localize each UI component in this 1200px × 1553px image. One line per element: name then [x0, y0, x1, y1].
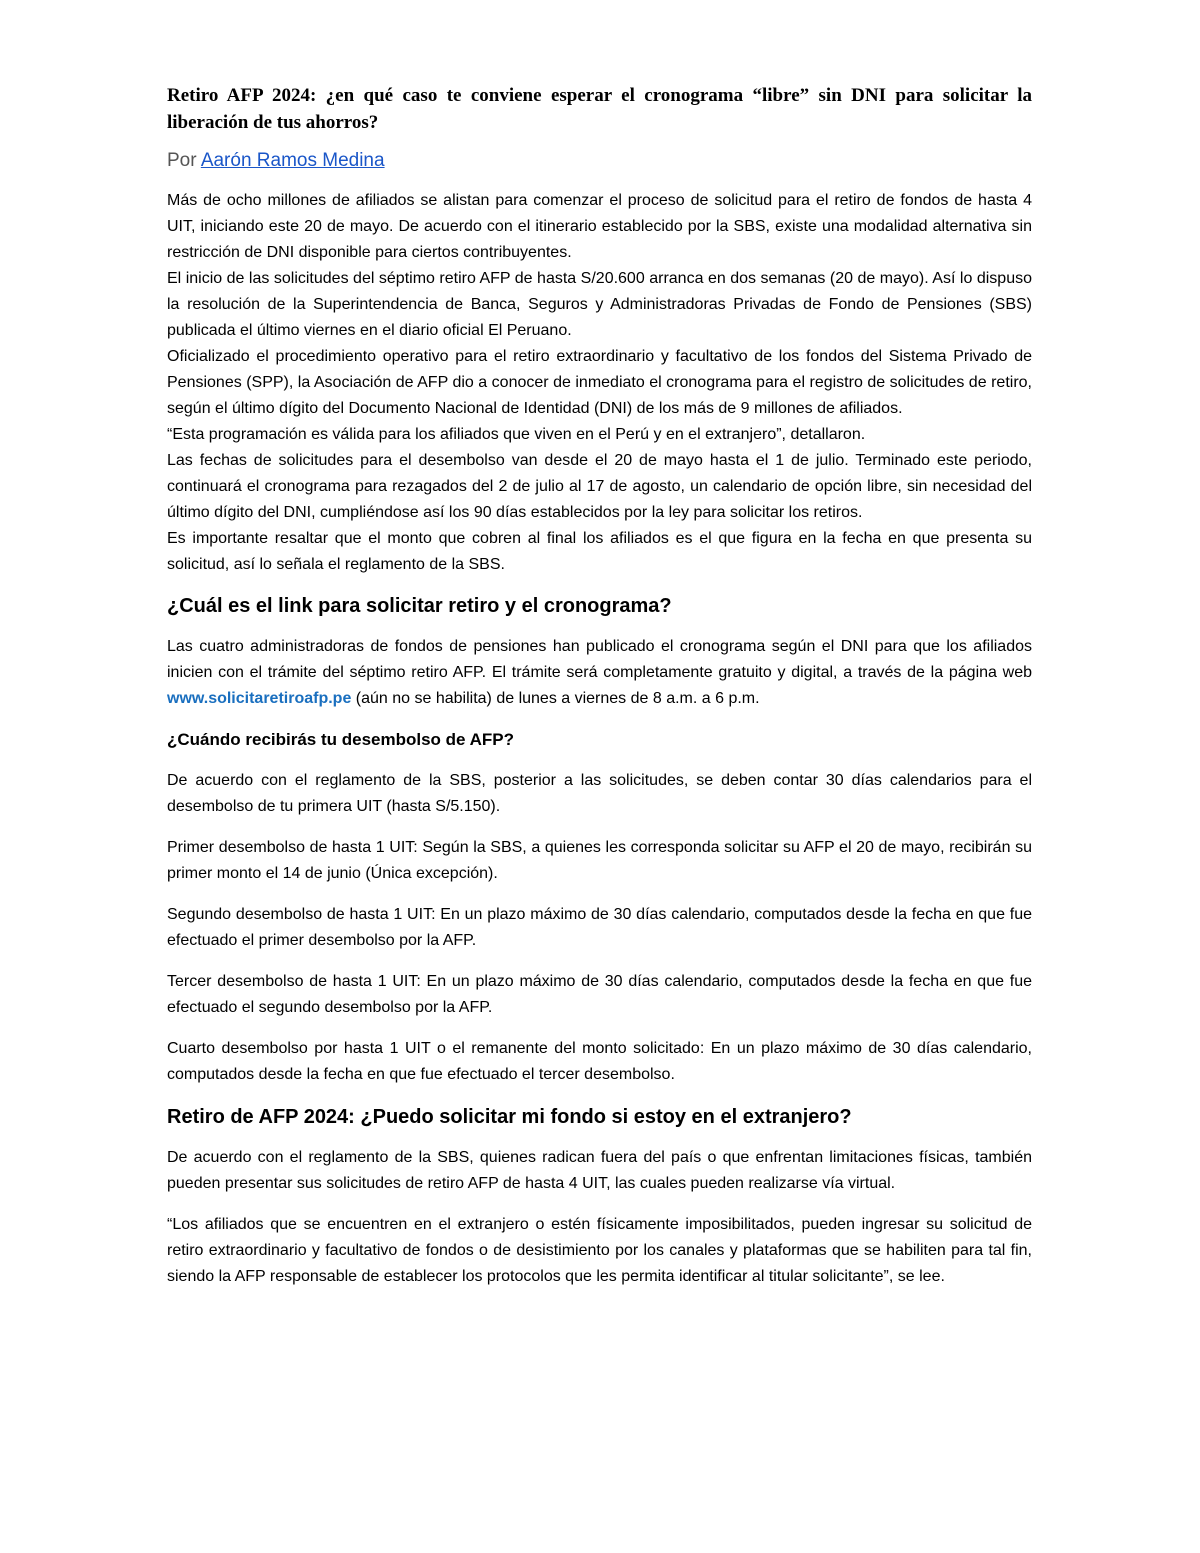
intro-paragraph: Más de ocho millones de afiliados se alistan para comenzar el proceso de solicitud para el retiro de fondos de hasta 4 UIT, iniciando este 20 de mayo. De acuerdo con el itinerario establecido por la SBS, existe una modalidad alternativa sin restricción de DNI disponible para ciertos contribuyentes.: [167, 192, 1032, 261]
desembolso-paragraph: Segundo desembolso de hasta 1 UIT: En un plazo máximo de 30 días calendario, computados desde la fecha en que fue efectuado el primer desembolso por la AFP.: [167, 906, 1032, 949]
desembolso-paragraph: Primer desembolso de hasta 1 UIT: Según la SBS, a quienes les corresponda solicitar su AFP el 20 de mayo, recibirán su primer monto el 14 de junio (Única excepción).: [167, 839, 1032, 882]
solicitaretiro-link[interactable]: www.solicitaretiroafp.pe: [167, 690, 352, 707]
intro-paragraph: El inicio de las solicitudes del séptimo retiro AFP de hasta S/20.600 arranca en dos semanas (20 de mayo). Así lo dispuso la resolución de la Superintendencia de Banca, Seguros y Administradoras Privadas de Fondo de Pensiones (SBS) publicada el último viernes en el diario oficial El Peruano.: [167, 270, 1032, 339]
author-link[interactable]: Aarón Ramos Medina: [200, 150, 385, 171]
article-title: Retiro AFP 2024: ¿en qué caso te conviene esperar el cronograma “libre” sin DNI para solicitar la liberación de tus ahorros?: [167, 85, 1032, 133]
byline: [167, 148, 1032, 174]
desembolso-paragraph: Cuarto desembolso por hasta 1 UIT o el remanente del monto solicitado: En un plazo máximo de 30 días calendario, computados desde la fecha en que fue efectuado el tercer desembolso.: [167, 1040, 1032, 1083]
byline-prefix: Por: [167, 150, 197, 171]
intro-paragraph: Es importante resaltar que el monto que cobren al final los afiliados es el que figura en la fecha en que presenta su solicitud, así lo señala el reglamento de la SBS.: [167, 530, 1032, 573]
desembolso-paragraph: De acuerdo con el reglamento de la SBS, posterior a las solicitudes, se deben contar 30 días calendarios para el desembolso de tu primera UIT (hasta S/5.150).: [167, 772, 1032, 815]
link-paragraph-text-end: (aún no se habilita) de lunes a viernes de 8 a.m. a 6 p.m.: [351, 690, 760, 707]
section-heading-extranjero: Retiro de AFP 2024: ¿Puedo solicitar mi fondo si estoy en el extranjero?: [167, 1106, 852, 1128]
article-body: [167, 82, 1032, 1305]
extranjero-paragraph: “Los afiliados que se encuentren en el extranjero o estén físicamente imposibilitados, pueden ingresar su solicitud de retiro extraordinario y facultativo de fondos o de desistimiento por los canales y plataformas que se habiliten para tal fin, siendo la AFP responsable de establecer los protocolos que les permita identificar al titular solicitante”, se lee.: [167, 1216, 1032, 1285]
link-paragraph: [167, 634, 1032, 712]
intro-paragraph: Oficializado el procedimiento operativo para el retiro extraordinario y facultativo de los fondos del Sistema Privado de Pensiones (SPP), la Asociación de AFP dio a conocer de inmediato el cronograma para el registro de solicitudes de retiro, según el último dígito del Documento Nacional de Identidad (DNI) de los más de 9 millones de afiliados.: [167, 348, 1032, 417]
section-heading-link: ¿Cuál es el link para solicitar retiro y el cronograma?: [167, 595, 672, 617]
intro-section: [167, 188, 1032, 578]
section-heading-desembolso: ¿Cuándo recibirás tu desembolso de AFP?: [167, 730, 514, 749]
intro-paragraph: Las fechas de solicitudes para el desembolso van desde el 20 de mayo hasta el 1 de julio. Terminado este periodo, continuará el cronograma para rezagados del 2 de julio al 17 de agosto, un calendario de opción libre, sin necesidad del último dígito del DNI, cumpliéndose así los 90 días establecidos por la ley para solicitar los retiros.: [167, 452, 1032, 521]
intro-paragraph: “Esta programación es válida para los afiliados que viven en el Perú y en el extranjero”, detallaron.: [167, 426, 866, 443]
extranjero-paragraph: De acuerdo con el reglamento de la SBS, quienes radican fuera del país o que enfrentan limitaciones físicas, también pueden presentar sus solicitudes de retiro AFP de hasta 4 UIT, las cuales pueden realizarse vía virtual.: [167, 1149, 1032, 1192]
desembolso-paragraph: Tercer desembolso de hasta 1 UIT: En un plazo máximo de 30 días calendario, computados desde la fecha en que fue efectuado el segundo desembolso por la AFP.: [167, 973, 1032, 1016]
link-paragraph-text: Las cuatro administradoras de fondos de pensiones han publicado el cronograma según el DNI para que los afiliados inicien con el trámite del séptimo retiro AFP. El trámite será completamente gratuito y digital, a través de la página web: [167, 638, 1032, 681]
